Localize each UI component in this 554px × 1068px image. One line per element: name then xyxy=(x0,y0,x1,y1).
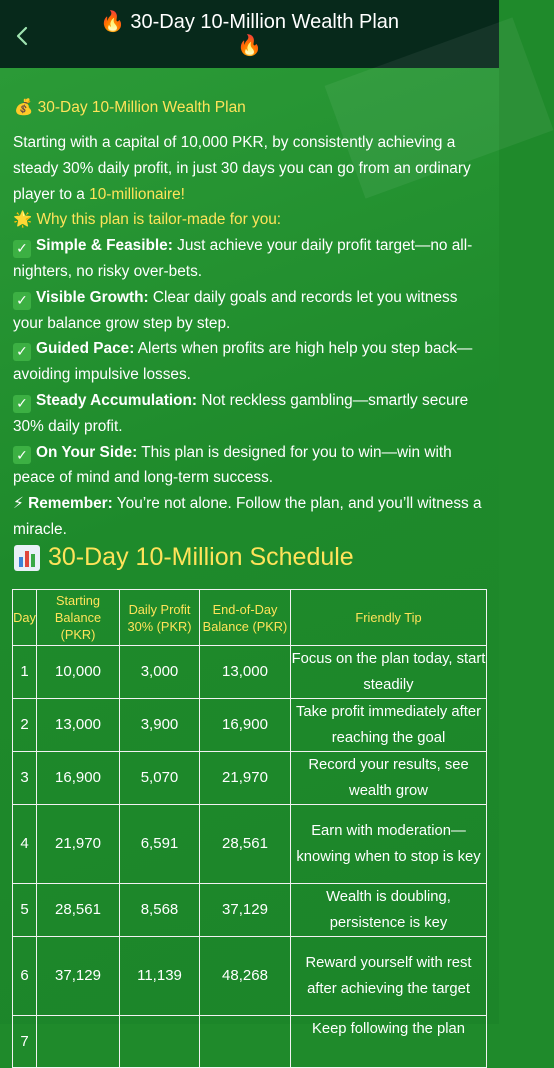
schedule-title: 30-Day 10-Million Schedule xyxy=(48,543,354,571)
day-cell: 2 xyxy=(13,699,37,752)
profit-cell: 3,900 xyxy=(120,699,200,752)
why-heading xyxy=(13,207,491,233)
table-row xyxy=(13,699,487,752)
end-cell: 21,970 xyxy=(200,752,291,805)
intro-paragraph xyxy=(13,130,491,207)
day-cell: 3 xyxy=(13,752,37,805)
header-end-balance: End-of-Day Balance (PKR) xyxy=(200,590,291,646)
tip-cell: Reward yourself with rest after achieving the target xyxy=(291,937,487,1016)
tip-cell: Take profit immediately after reaching the goal xyxy=(291,699,487,752)
profit-cell: 8,568 xyxy=(120,884,200,937)
header-friendly-tip: Friendly Tip xyxy=(291,590,487,646)
plan-description xyxy=(13,130,491,543)
remember-label: Remember: xyxy=(28,495,113,513)
start-cell: 13,000 xyxy=(37,699,120,752)
point-text: Clear daily goals and records let you witness your balance grow step by step. xyxy=(13,288,458,332)
tip-cell: Focus on the plan today, start steadily xyxy=(291,646,487,699)
point-item xyxy=(13,336,491,388)
start-cell: 37,129 xyxy=(37,937,120,1016)
point-item xyxy=(13,440,491,492)
checkmark-icon: ✓ xyxy=(13,343,31,361)
checkmark-icon: ✓ xyxy=(13,240,31,258)
point-item xyxy=(13,285,491,337)
checkmark-icon: ✓ xyxy=(13,446,31,464)
intro-highlight: 10-millionaire! xyxy=(89,185,185,203)
point-label: Simple & Feasible: xyxy=(36,237,173,255)
remember-text: You’re not alone. Follow the plan, and you’ll witness a miracle. xyxy=(13,495,482,538)
tip-cell: Earn with moderation—knowing when to stop is key xyxy=(291,805,487,884)
point-text: Not reckless gambling—smartly secure 30% daily profit. xyxy=(13,391,469,435)
start-cell: 21,970 xyxy=(37,805,120,884)
point-label: Steady Accumulation: xyxy=(36,391,198,409)
table-header-row xyxy=(13,590,487,646)
end-cell: 28,561 xyxy=(200,805,291,884)
header-daily-profit: Daily Profit 30% (PKR) xyxy=(120,590,200,646)
day-cell: 4 xyxy=(13,805,37,884)
end-cell: 16,900 xyxy=(200,699,291,752)
day-cell: 5 xyxy=(13,884,37,937)
table-row xyxy=(13,805,487,884)
point-label: On Your Side: xyxy=(36,443,138,461)
intro-text: Starting with a capital of 10,000 PKR, by consistently achieving a steady 30% daily profit, in just 30 days you can go from an ordinary player to a xyxy=(13,134,471,203)
header-day: Day xyxy=(13,590,37,646)
start-cell: 10,000 xyxy=(37,646,120,699)
schedule-table xyxy=(12,589,487,1068)
point-text: Alerts when profits are high help you step back—avoiding impulsive losses. xyxy=(13,340,473,384)
profit-cell: 3,000 xyxy=(120,646,200,699)
profit-cell: 11,139 xyxy=(120,937,200,1016)
lightning-icon: ⚡ xyxy=(13,495,24,513)
point-item xyxy=(13,233,491,285)
day-cell: 1 xyxy=(13,646,37,699)
bar-chart-icon xyxy=(14,545,40,571)
table-row xyxy=(13,752,487,805)
profit-cell: 6,591 xyxy=(120,805,200,884)
back-button[interactable] xyxy=(8,22,36,50)
remember-note xyxy=(13,491,491,543)
table-row xyxy=(13,646,487,699)
table-row xyxy=(13,884,487,937)
table-row xyxy=(13,1016,487,1068)
point-label: Visible Growth: xyxy=(36,288,149,306)
day-cell: 6 xyxy=(13,937,37,1016)
schedule-heading xyxy=(14,543,354,572)
end-cell: 37,129 xyxy=(200,884,291,937)
plan-title: 💰 30-Day 10-Million Wealth Plan xyxy=(14,99,246,116)
checkmark-icon: ✓ xyxy=(13,292,31,310)
point-item xyxy=(13,388,491,440)
tip-cell: Wealth is doubling, persistence is key xyxy=(291,884,487,937)
point-text: This plan is designed for you to win—win with peace of mind and long-term success. xyxy=(13,443,452,487)
day-cell: 7 xyxy=(13,1016,37,1068)
plan-content xyxy=(0,68,499,1050)
end-cell: 48,268 xyxy=(200,937,291,1016)
star-icon: 🌟 xyxy=(13,211,33,229)
tip-cell: Keep following the plan xyxy=(291,1016,487,1068)
profit-cell: 5,070 xyxy=(120,752,200,805)
start-cell xyxy=(37,1016,120,1068)
end-cell xyxy=(200,1016,291,1068)
header-starting-balance: Starting Balance (PKR) xyxy=(37,590,120,646)
profit-cell xyxy=(120,1016,200,1068)
start-cell: 16,900 xyxy=(37,752,120,805)
tip-cell: Record your results, see wealth grow xyxy=(291,752,487,805)
chevron-left-icon xyxy=(15,25,29,47)
end-cell: 13,000 xyxy=(200,646,291,699)
checkmark-icon: ✓ xyxy=(13,395,31,413)
page-title: 🔥 30-Day 10-Million Wealth Plan 🔥 xyxy=(99,11,400,57)
table-row xyxy=(13,937,487,1016)
point-label: Guided Pace: xyxy=(36,340,135,358)
start-cell: 28,561 xyxy=(37,884,120,937)
point-text: Just achieve your daily profit target—no all-nighters, no risky over-bets. xyxy=(13,237,473,280)
why-title: Why this plan is tailor-made for you: xyxy=(36,211,282,229)
